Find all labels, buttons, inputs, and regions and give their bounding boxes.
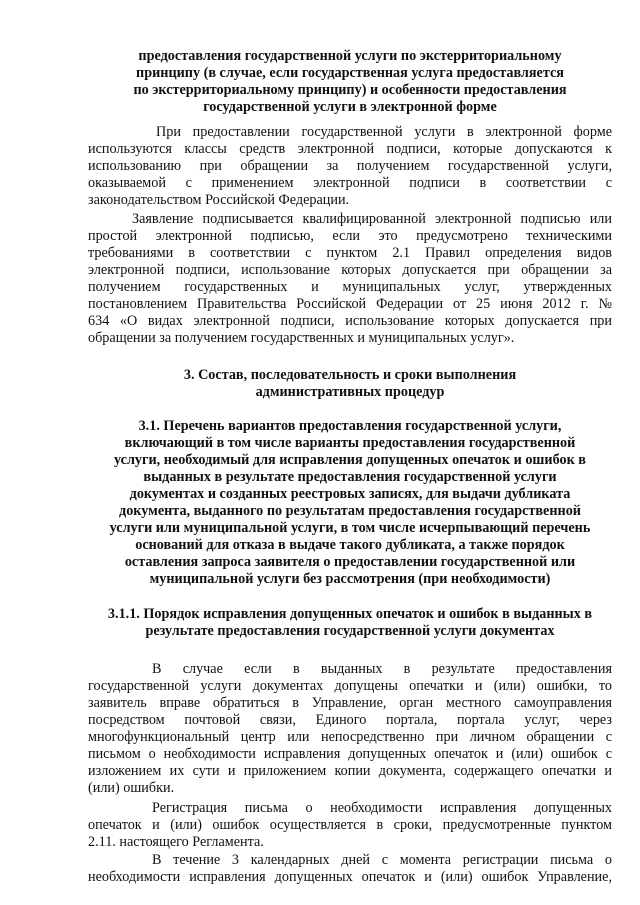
heading-line: муниципальной услуги без рассмотрения (при необходимости): [149, 571, 551, 587]
heading-line: предоставления государственной услуги по экстерриториальному: [138, 48, 562, 64]
heading-line: 3. Состав, последовательность и сроки выполнения: [183, 367, 517, 383]
paragraph-line: В течение 3 календарных дней с момента регистрации письма о: [152, 852, 612, 868]
heading-line: включающий в том числе варианты предоставления государственной: [124, 435, 576, 451]
heading-line: документах и созданных реестровых записях, для выдачи дубликата: [129, 486, 571, 502]
heading-line: 3.1. Перечень вариантов предоставления государственной услуги,: [138, 418, 562, 434]
section-heading-electronic-form: [88, 48, 612, 116]
heading-line: принципу (в случае, если государственная услуга предоставляется: [136, 65, 564, 81]
section-3-1-1-heading: [88, 606, 612, 640]
paragraph-line: законодательством Российской Федерации.: [88, 192, 350, 208]
paragraph-line: Регистрация письма о необходимости исправления допущенных: [152, 800, 612, 816]
heading-line: выданных в результате предоставления государственной услуги: [143, 469, 557, 485]
paragraph-line: электронной подписи, использование которых допускается при обращении за: [88, 262, 612, 278]
heading-line: услуги, необходимый для исправления допущенных опечаток и ошибок в: [114, 452, 586, 468]
paragraph-line: (или) ошибки.: [88, 780, 175, 796]
paragraph-line: 634 «О видах электронной подписи, использование которых допускается при: [88, 313, 612, 329]
paragraph-registration: [88, 800, 612, 851]
paragraph-errors-correction: [88, 661, 612, 797]
heading-line: оставления запроса заявителя о предоставлении государственной или: [124, 554, 576, 570]
heading-line: 3.1.1. Порядок исправления допущенных опечаток и ошибок в выданных в: [107, 606, 593, 622]
heading-line: по экстерриториальному принципу) и особенности предоставления: [133, 82, 567, 98]
paragraph-line: посредством почтовой связи, Единого портала, портала услуг, через: [88, 712, 612, 728]
paragraph-line: государственной услуги документах допущены опечатки и (или) ошибки, то: [88, 678, 612, 694]
paragraph-line: обращении за получением государственных и муниципальных услуг».: [88, 330, 515, 346]
paragraph-line: требованиями в соответствии с пунктом 2.1 Правил определения видов: [88, 245, 612, 261]
heading-line: документа, выданного по результатам предоставления государственной: [119, 503, 581, 519]
paragraph-line: использованию при обращении за получением государственной услуги,: [88, 158, 612, 174]
paragraph-line: многофункциональный центр или непосредственно при личном обращении с: [88, 729, 612, 745]
section-3-1-heading: [88, 418, 612, 588]
paragraph-application-signature: [88, 211, 612, 347]
paragraph-line: 2.11. настоящего Регламента.: [88, 834, 264, 850]
heading-line: государственной услуги в электронной форме: [203, 99, 497, 115]
paragraph-line: оказываемой с применением электронной подписи в соответствии с: [88, 175, 612, 191]
heading-line: услуги или муниципальной услуги, в том числе исчерпывающий перечень: [109, 520, 591, 536]
paragraph-line: заявитель вправе обратиться в Управление, орган местного самоуправления: [88, 695, 612, 711]
paragraph-line: постановлением Правительства Российской Федерации от 25 июня 2012 г. №: [88, 296, 612, 312]
paragraph-line: При предоставлении государственной услуги в электронной форме: [156, 124, 612, 140]
paragraph-signature-classes: [88, 124, 612, 209]
paragraph-line: опечаток и (или) ошибок осуществляется в сроки, предусмотренные пунктом: [88, 817, 612, 833]
paragraph-line: изложением их сути и приложением копии документа, содержащего опечатки и: [88, 763, 612, 779]
paragraph-line: необходимости исправления допущенных опечаток и (или) ошибок Управление,: [88, 869, 612, 885]
paragraph-line: простой электронной подписью, если это предусмотрено техническими: [88, 228, 612, 244]
paragraph-line: Заявление подписывается квалифицированной электронной подписью или: [132, 211, 612, 227]
paragraph-line: используются классы средств электронной подписи, которые допускаются к: [88, 141, 612, 157]
heading-line: результате предоставления государственной услуги документах: [145, 623, 555, 639]
paragraph-line: письмом о необходимости исправления допущенных опечаток и (или) ошибок с: [88, 746, 612, 762]
paragraph-three-days: [88, 852, 612, 886]
heading-line: оснований для отказа в выдаче такого дубликата, а также порядок: [135, 537, 565, 553]
paragraph-line: В случае если в выданных в результате предоставления: [152, 661, 612, 677]
heading-line: административных процедур: [255, 384, 445, 400]
paragraph-line: получением государственных и муниципальных услуг, утвержденных: [88, 279, 612, 295]
section-3-heading: [88, 367, 612, 401]
